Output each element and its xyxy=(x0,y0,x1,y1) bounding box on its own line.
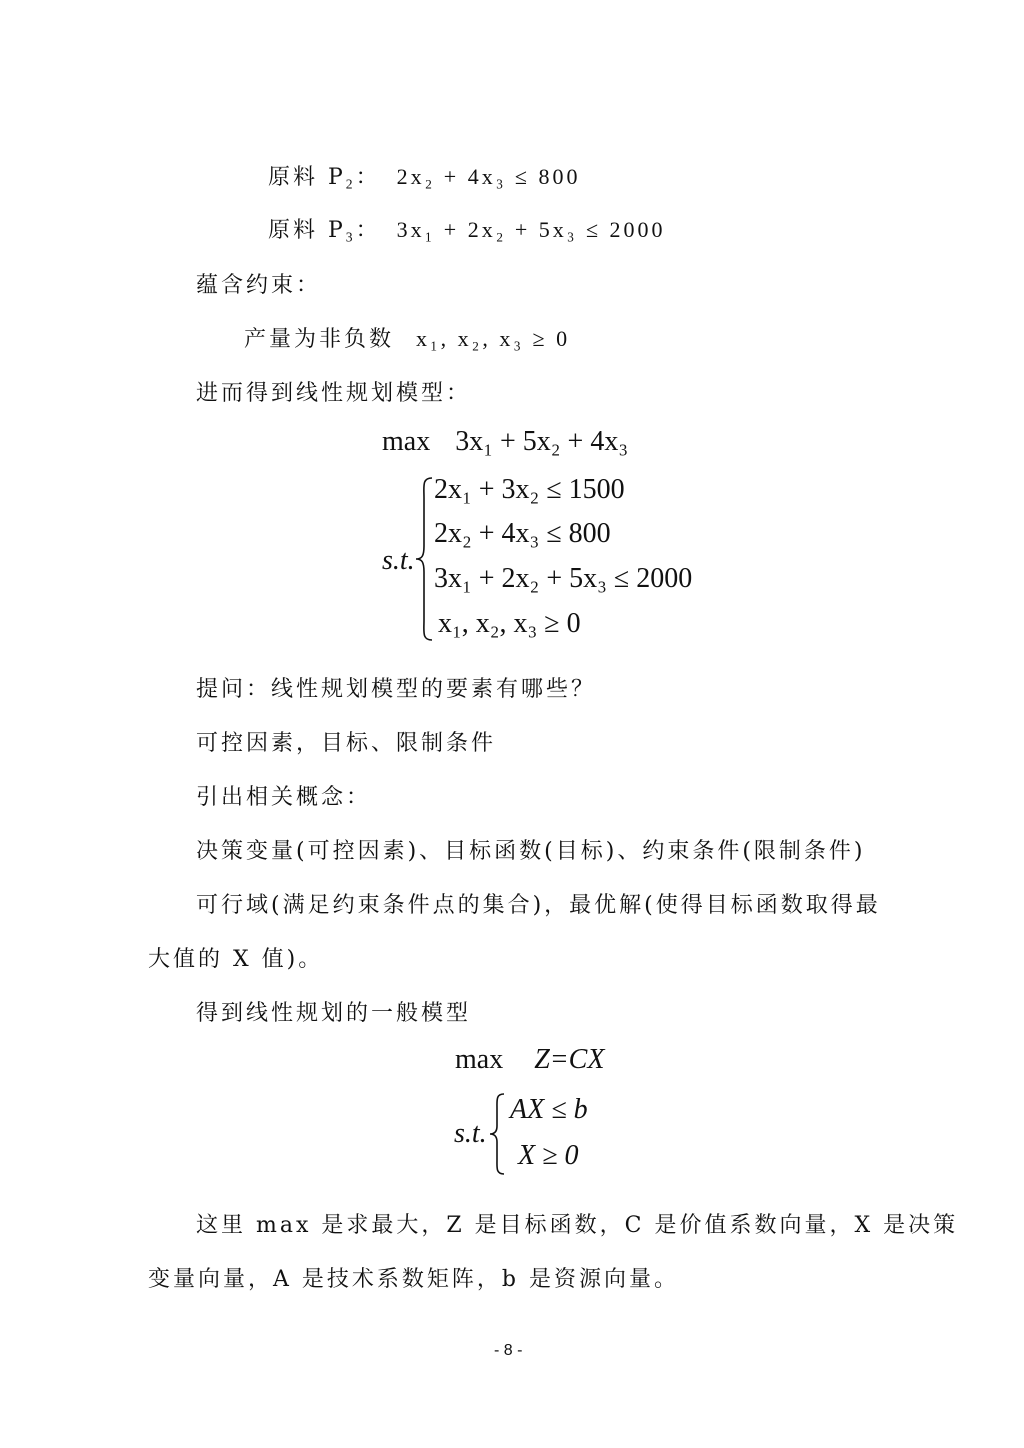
general-objective-line xyxy=(455,1044,604,1076)
subject-to-label: s.t. xyxy=(382,545,415,576)
constraint-brace xyxy=(414,476,436,642)
material-p2-constraint: 2x₂ + 4x₃ ≤ 800 xyxy=(396,164,581,189)
feasible-line-1: 可行域(满足约束条件点的集合)，最优解(使得目标函数取得最 xyxy=(196,893,881,918)
answer-paragraph: 可控因素，目标、限制条件 xyxy=(196,731,497,756)
concepts-line: 决策变量(可控因素)、目标函数(目标)、约束条件(限制条件) xyxy=(196,839,866,864)
page-number: - 8 - xyxy=(494,1342,523,1359)
nonnegativity-line xyxy=(244,322,570,353)
material-p3-constraint: 3x₁ + 2x₂ + 5x₃ ≤ 2000 xyxy=(396,217,666,242)
general-constraint-1: AX ≤ b xyxy=(510,1094,588,1125)
general-constraint-brace xyxy=(488,1092,508,1176)
constraint-4: x₁, x₂, x₃ ≥ 0 xyxy=(438,608,581,639)
constraint-1: 2x₁ + 3x₂ ≤ 1500 xyxy=(434,474,625,505)
feasible-line-2: 大值的 X 值)。 xyxy=(148,947,324,972)
constraint-2: 2x₂ + 4x₃ ≤ 800 xyxy=(434,518,611,549)
model-intro: 进而得到线性规划模型： xyxy=(196,381,472,406)
general-max-keyword: max xyxy=(455,1044,504,1075)
objective-line xyxy=(382,426,628,458)
nonnegativity-text: 产量为非负数 xyxy=(244,327,395,352)
material-p2-line xyxy=(268,160,580,191)
objective-function: 3x₁ + 5x₂ + 4x₃ xyxy=(455,426,629,457)
general-subject-to: s.t. xyxy=(454,1118,487,1149)
material-p2-label: 原料 $P_2$： xyxy=(268,165,381,192)
general-constraint-2: X ≥ 0 xyxy=(518,1140,579,1171)
nonnegativity-expr: x₁, x₂, x₃ ≥ 0 xyxy=(416,326,571,351)
material-p3-line xyxy=(268,213,666,244)
general-objective: Z=CX xyxy=(534,1044,605,1075)
closing-line-2: 变量向量，A 是技术系数矩阵，b 是资源向量。 xyxy=(148,1267,679,1292)
general-model-intro: 得到线性规划的一般模型 xyxy=(196,1001,472,1026)
material-p3-label: 原料 $P_3$： xyxy=(268,218,381,245)
max-keyword: max xyxy=(382,426,431,457)
constraint-3: 3x₁ + 2x₂ + 5x₃ ≤ 2000 xyxy=(434,563,693,594)
question-paragraph: 提问：线性规划模型的要素有哪些？ xyxy=(196,677,597,702)
implied-constraints-heading: 蕴含约束： xyxy=(196,273,322,298)
closing-line-1: 这里 max 是求最大，Z 是目标函数，C 是价值系数向量，X 是决策 xyxy=(196,1213,959,1238)
concepts-intro: 引出相关概念： xyxy=(196,785,372,810)
